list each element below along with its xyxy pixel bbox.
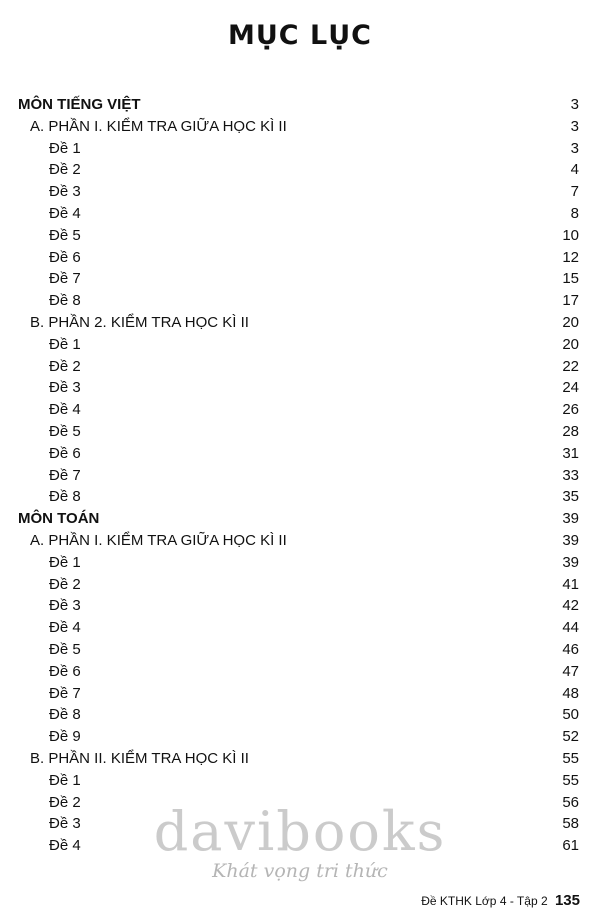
toc-item-label: Đề 6 <box>49 662 81 680</box>
toc-page-number: 35 <box>562 488 579 506</box>
toc-page-number: 39 <box>562 510 579 528</box>
toc-page-number: 61 <box>562 837 579 855</box>
toc-section-label: A. PHẦN I. KIỂM TRA GIỮA HỌC KÌ II <box>30 117 287 135</box>
toc-item-label: Đề 9 <box>49 728 81 746</box>
toc-page-number: 20 <box>562 335 579 353</box>
toc-page-number: 39 <box>562 553 579 571</box>
toc-subject-row <box>0 94 600 116</box>
toc-item-row <box>0 399 600 421</box>
toc-item-row <box>0 268 600 290</box>
toc-item-label: Đề 3 <box>49 379 81 397</box>
toc-subject-label: MÔN TIẾNG VIỆT <box>18 96 141 113</box>
toc-page-number: 52 <box>562 728 579 746</box>
toc-page-number: 3 <box>570 117 579 135</box>
toc-page-number: 48 <box>562 684 579 702</box>
toc-page-number: 15 <box>562 270 579 288</box>
toc-item-row <box>0 595 600 617</box>
toc-item-label: Đề 6 <box>49 248 81 266</box>
toc-item-row <box>0 290 600 312</box>
toc-item-label: Đề 8 <box>49 292 81 310</box>
toc-item-label: Đề 2 <box>49 357 81 375</box>
watermark-slogan: Khát vọng tri thức <box>212 860 388 882</box>
toc-item-label: Đề 4 <box>49 619 81 637</box>
toc-page-number: 17 <box>562 292 579 310</box>
toc-section-row <box>0 116 600 138</box>
toc-item-row <box>0 159 600 181</box>
toc-item-row <box>0 203 600 225</box>
toc-page-number: 55 <box>562 771 579 789</box>
toc-item-label: Đề 5 <box>49 226 81 244</box>
toc-item-row <box>0 835 600 857</box>
toc-item-row <box>0 247 600 269</box>
toc-item-row <box>0 486 600 508</box>
toc-item-row <box>0 138 600 160</box>
toc-item-label: Đề 1 <box>49 139 81 157</box>
toc-page-number: 41 <box>562 575 579 593</box>
toc-page-number: 7 <box>570 183 579 201</box>
toc-item-label: Đề 3 <box>49 183 81 201</box>
toc-item-label: Đề 6 <box>49 444 81 462</box>
toc-page-number: 28 <box>562 422 579 440</box>
toc-page-number: 58 <box>562 815 579 833</box>
toc-item-label: Đề 5 <box>49 422 81 440</box>
toc-item-row <box>0 356 600 378</box>
page-number: 135 <box>554 892 580 909</box>
toc-item-label: Đề 2 <box>49 161 81 179</box>
toc-section-row <box>0 312 600 334</box>
toc-item-row <box>0 770 600 792</box>
toc-item-label: Đề 2 <box>49 575 81 593</box>
toc-page-number: 26 <box>562 401 579 419</box>
toc-item-row <box>0 639 600 661</box>
toc-item-label: Đề 7 <box>49 270 81 288</box>
toc-item-row <box>0 465 600 487</box>
toc-section-label: B. PHẦN II. KIỂM TRA HỌC KÌ II <box>30 749 249 767</box>
toc-item-label: Đề 4 <box>49 401 81 419</box>
toc-page-number: 31 <box>562 444 579 462</box>
toc-section-label: B. PHẦN 2. KIỂM TRA HỌC KÌ II <box>30 313 249 331</box>
toc-item-row <box>0 726 600 748</box>
toc-item-label: Đề 3 <box>49 815 81 833</box>
toc-item-row <box>0 181 600 203</box>
toc-page-number: 12 <box>562 248 579 266</box>
toc-item-label: Đề 2 <box>49 793 81 811</box>
toc-item-row <box>0 574 600 596</box>
table-of-contents <box>0 94 600 857</box>
page-footer <box>421 892 580 909</box>
toc-item-label: Đề 3 <box>49 597 81 615</box>
toc-page-number: 33 <box>562 466 579 484</box>
toc-page-number: 4 <box>570 161 579 179</box>
toc-page-number: 3 <box>570 96 579 113</box>
toc-item-row <box>0 334 600 356</box>
toc-item-row <box>0 813 600 835</box>
toc-section-label: A. PHẦN I. KIỂM TRA GIỮA HỌC KÌ II <box>30 531 287 549</box>
toc-page-number: 55 <box>562 749 579 767</box>
toc-page-number: 24 <box>562 379 579 397</box>
toc-item-row <box>0 792 600 814</box>
toc-page-number: 8 <box>570 204 579 222</box>
toc-page-number: 56 <box>562 793 579 811</box>
toc-item-label: Đề 8 <box>49 706 81 724</box>
toc-item-label: Đề 4 <box>49 837 81 855</box>
toc-page-number: 42 <box>562 597 579 615</box>
toc-page-number: 46 <box>562 640 579 658</box>
toc-page-number: 22 <box>562 357 579 375</box>
toc-item-label: Đề 1 <box>49 771 81 789</box>
toc-item-label: Đề 4 <box>49 204 81 222</box>
toc-item-label: Đề 5 <box>49 640 81 658</box>
page-title: MỤC LỤC <box>228 20 372 51</box>
toc-page-number: 50 <box>562 706 579 724</box>
toc-item-row <box>0 552 600 574</box>
toc-section-row <box>0 748 600 770</box>
watermark-brand: davibooks <box>153 800 447 863</box>
toc-item-label: Đề 7 <box>49 684 81 702</box>
toc-item-label: Đề 8 <box>49 488 81 506</box>
toc-item-row <box>0 421 600 443</box>
toc-item-label: Đề 7 <box>49 466 81 484</box>
toc-page-number: 20 <box>562 313 579 331</box>
toc-page-number: 44 <box>562 619 579 637</box>
footer-text: Đề KTHK Lớp 4 - Tập 2 <box>421 894 548 908</box>
toc-page-number: 39 <box>562 531 579 549</box>
toc-item-row <box>0 225 600 247</box>
toc-page-number: 47 <box>562 662 579 680</box>
toc-item-row <box>0 377 600 399</box>
toc-item-row <box>0 443 600 465</box>
toc-item-row <box>0 704 600 726</box>
toc-page-number: 3 <box>570 139 579 157</box>
toc-page-number: 10 <box>562 226 579 244</box>
toc-item-row <box>0 661 600 683</box>
toc-item-row <box>0 617 600 639</box>
toc-item-row <box>0 683 600 705</box>
toc-subject-label: MÔN TOÁN <box>18 510 100 528</box>
toc-subject-row <box>0 508 600 530</box>
toc-item-label: Đề 1 <box>49 335 81 353</box>
toc-item-label: Đề 1 <box>49 553 81 571</box>
toc-section-row <box>0 530 600 552</box>
